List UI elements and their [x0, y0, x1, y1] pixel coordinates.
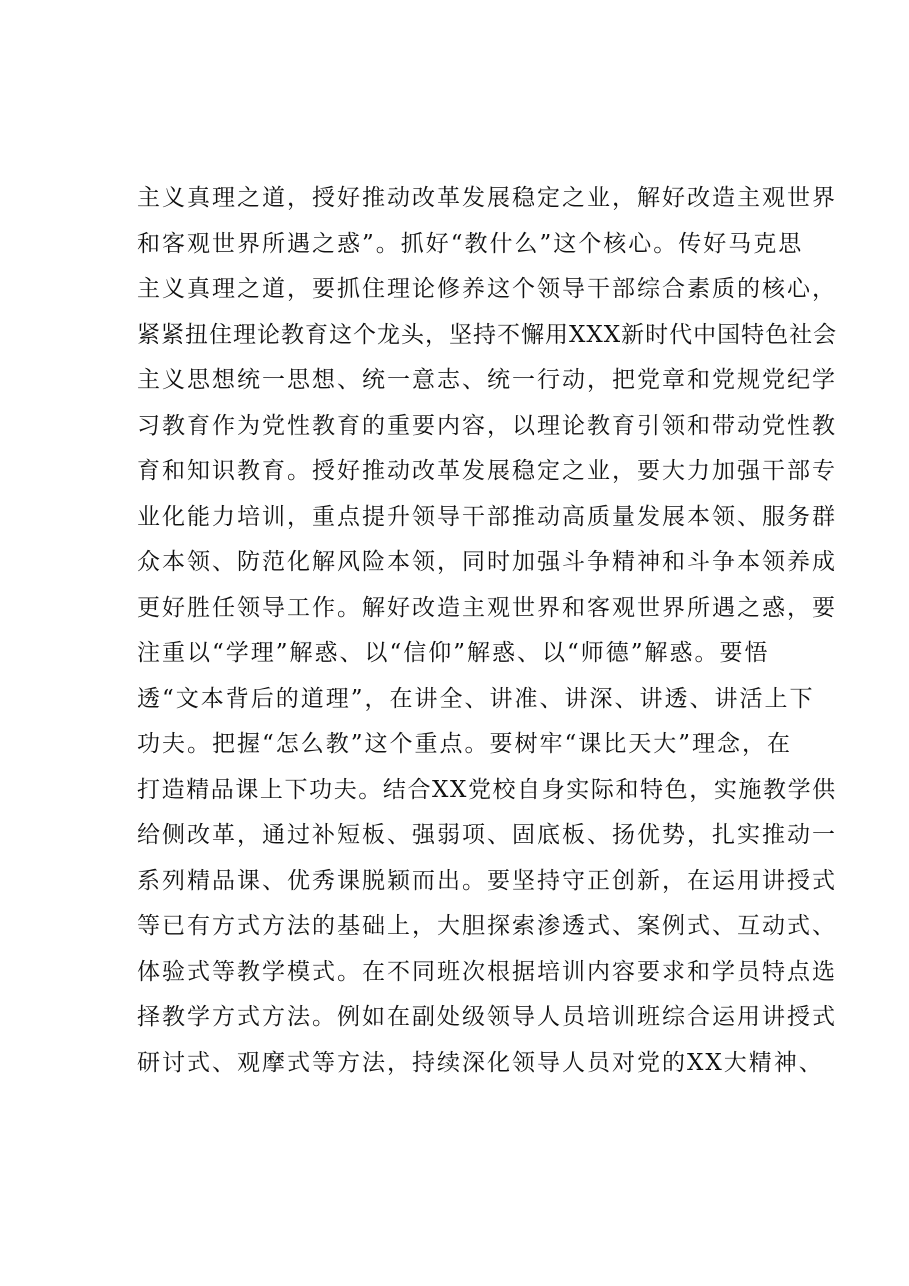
text-line: 业化能力培训，重点提升领导干部推动高质量发展本领、服务群 [137, 503, 837, 530]
text-line: 给侧改革，通过补短板、强弱项、固底板、扬优势，扎实推动一 [137, 822, 837, 848]
text-line: 主义思想统一思想、统一意志、统一行动，把党章和党规党纪学 [137, 367, 837, 393]
text-line: 主义真理之道，要抓住理论修养这个领导干部综合素质的核心， [137, 276, 837, 302]
body-paragraph [137, 176, 837, 1086]
text-line: 系列精品课、优秀课脱颖而出。要坚持守正创新，在运用讲授式 [137, 867, 837, 894]
text-line: 习教育作为党性教育的重要内容，以理论教育引领和带动党性教 [137, 412, 837, 439]
text-line: 紧紧扭住理论教育这个龙头，坚持不懈用XXX新时代中国特色社会 [137, 321, 838, 348]
text-line: 育和知识教育。授好推动改革发展稳定之业，要大力加强干部专 [137, 458, 837, 484]
text-line: 功夫。把握“怎么教”这个重点。要树牢“课比天大”理念，在 [137, 731, 793, 757]
text-line: 众本领、防范化解风险本领，同时加强斗争精神和斗争本领养成 [137, 549, 837, 575]
text-line: 更好胜任领导工作。解好改造主观世界和客观世界所遇之惑，要 [137, 594, 837, 621]
text-line: 主义真理之道，授好推动改革发展稳定之业，解好改造主观世界 [137, 185, 837, 211]
text-line: 透“文本背后的道理”，在讲全、讲准、讲深、讲透、讲活上下 [137, 685, 815, 712]
text-line: 等已有方式方法的基础上，大胆探索渗透式、案例式、互动式、 [137, 913, 837, 939]
text-line: 打造精品课上下功夫。结合XX党校自身实际和特色，实施教学供 [137, 776, 837, 803]
text-line: 和客观世界所遇之惑”。抓好“教什么”这个核心。传好马克思 [137, 230, 804, 257]
text-line: 择教学方式方法。例如在副处级领导人员培训班综合运用讲授式 [137, 1004, 837, 1030]
text-line: 体验式等教学模式。在不同班次根据培训内容要求和学员特点选 [137, 958, 837, 985]
text-line: 研讨式、观摩式等方法，持续深化领导人员对党的XX大精神、 [137, 1049, 824, 1076]
text-line: 注重以“学理”解惑、以“信仰”解惑、以“师德”解惑。要悟 [137, 640, 770, 666]
